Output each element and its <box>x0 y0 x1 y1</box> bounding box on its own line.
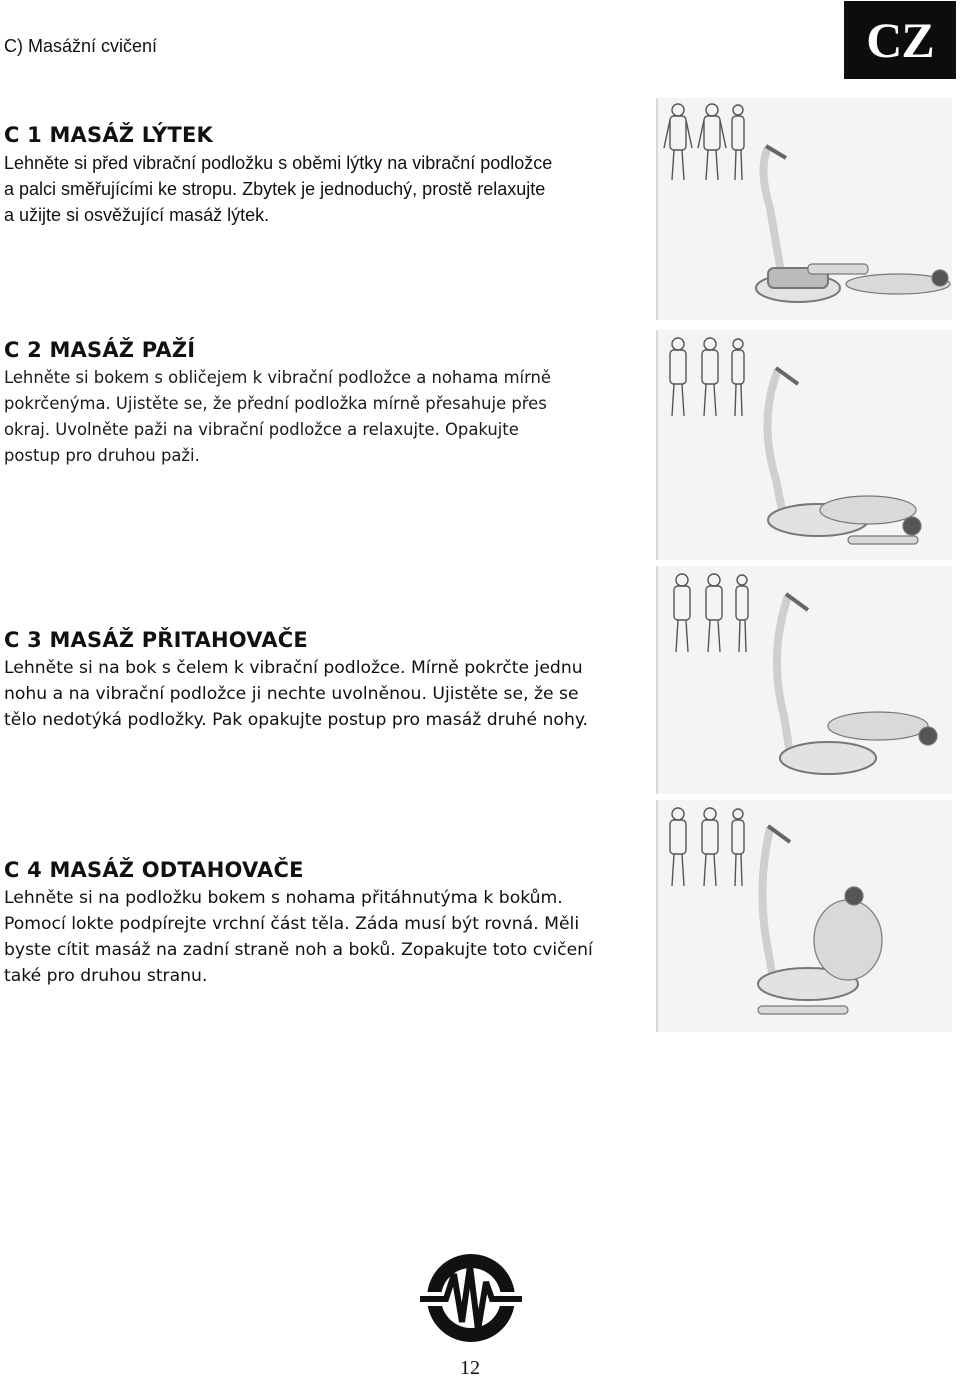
muscle-figure-icon <box>702 338 718 416</box>
exercise-c1 <box>4 123 644 228</box>
adductor-massage-illustration <box>656 566 952 794</box>
exercise-line: okraj. Uvolněte paži na vibrační podložce a relaxujte. Opakujte <box>4 420 519 439</box>
muscle-figure-icon <box>706 574 722 652</box>
exercise-line: Lehněte si na podložku bokem s nohama přitáhnutýma k bokům. <box>4 888 563 908</box>
exercise-line: postup pro druhou paži. <box>4 446 200 465</box>
calf-massage-illustration <box>656 98 952 320</box>
exercise-c4 <box>4 858 644 989</box>
muscle-figure-icon <box>674 574 690 652</box>
page-number: 12 <box>460 1357 480 1379</box>
muscle-figure-icon <box>698 104 726 180</box>
language-badge: CZ <box>844 1 956 79</box>
arm-massage-illustration <box>656 330 952 560</box>
exercise-line: Lehněte si bokem s obličejem k vibrační podložce a nohama mírně <box>4 368 552 387</box>
exercise-title: C 2 MASÁŽ PAŽÍ <box>4 338 196 362</box>
exercise-title: C 3 MASÁŽ PŘITAHOVAČE <box>4 628 308 652</box>
exercise-title: C 1 MASÁŽ LÝTEK <box>4 123 213 147</box>
exercise-line: Lehněte si na bok s čelem k vibrační podložce. Mírně pokrčte jednu <box>4 658 583 678</box>
exercise-line: pokrčenýma. Ujistěte se, že přední podložka mírně přesahuje přes <box>4 394 547 413</box>
vibration-machine-icon <box>777 594 876 774</box>
exercise-line: Pomocí lokte podpírejte vrchní část těla. Záda musí být rovná. Měli <box>4 914 580 934</box>
exercise-line: byste cítit masáž na zadní straně noh a boků. Zopakujte toto cvičení <box>4 940 593 960</box>
exercise-line: tělo nedotýká podložky. Pak opakujte postup pro masáž druhé nohy. <box>4 710 589 730</box>
muscle-figure-icon <box>732 809 744 886</box>
muscle-figure-icon <box>670 808 686 886</box>
muscle-figure-icon <box>736 575 748 652</box>
exercise-line: a palci směřujícími ke stropu. Zbytek je jednoduchý, prostě relaxujte <box>4 179 546 199</box>
exercise-line: nohu a na vibrační podložce ji nechte uvolněnou. Ujistěte se, že se <box>4 684 579 704</box>
muscle-figure-icon <box>732 105 744 180</box>
muscle-figure-icon <box>702 808 718 886</box>
muscle-figure-icon <box>664 104 692 180</box>
heartbeat-logo-icon <box>416 1242 526 1352</box>
exercise-line: také pro druhou stranu. <box>4 966 208 986</box>
exercise-line: Lehněte si před vibrační podložku s oběmi lýtky na vibrační podložce <box>4 153 553 173</box>
vibration-machine-icon <box>756 146 840 302</box>
person-side-icon <box>820 496 921 544</box>
exercise-line: a užijte si osvěžující masáž lýtek. <box>4 205 270 225</box>
exercise-c3 <box>4 628 644 733</box>
muscle-figure-icon <box>670 338 686 416</box>
exercise-title: C 4 MASÁŽ ODTAHOVAČE <box>4 858 304 882</box>
section-label: C) Masážní cvičení <box>4 36 158 56</box>
abductor-massage-illustration <box>656 800 952 1032</box>
person-side-icon <box>828 712 937 745</box>
muscle-figure-icon <box>732 339 744 416</box>
exercise-c2 <box>4 338 644 469</box>
